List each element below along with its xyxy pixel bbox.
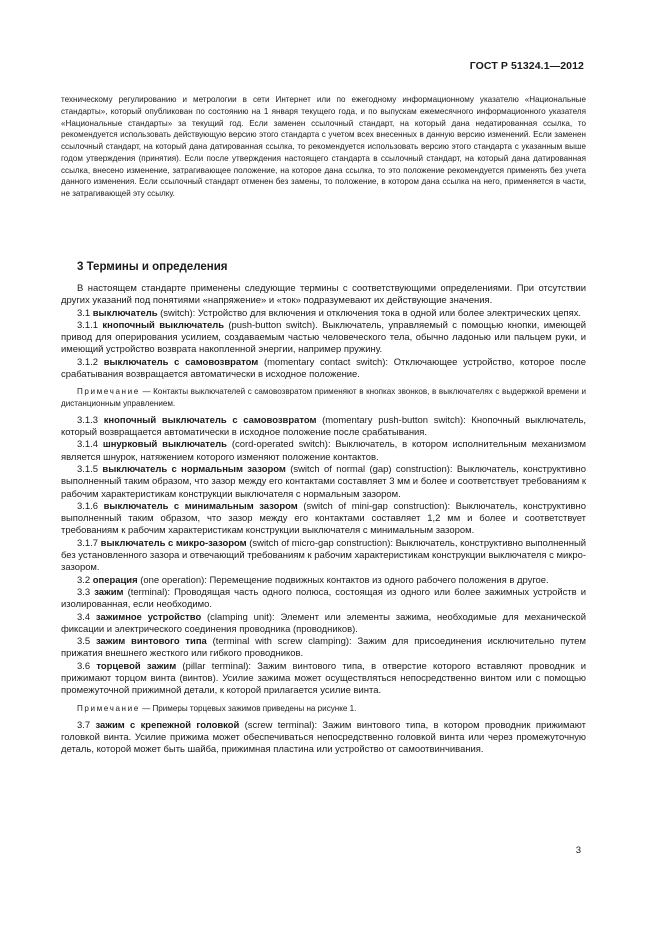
term-name: зажимное устройство [95, 611, 202, 623]
note-2: Примечание — Примеры торцевых зажимов приведены на рисунке 1. [77, 703, 357, 713]
section-body [61, 283, 586, 757]
paragraph-intro: В настоящем стандарте применены следующие термины с соответствующими определениями. При отсутствии других указаний под понятиями «напряжение» и «ток» подразумевают их действующие значения. [61, 283, 586, 307]
term-3-1: 3.1 выключатель (switch): Устройство для включения и отключения тока в одной или более электрических цепях. [77, 307, 582, 319]
term-3-1-2: 3.1.2 выключатель с самовозвратом (momentary contact switch): Отключающее устройство, которое после срабатывания возвращается автоматически в исходное положение. [61, 356, 586, 381]
term-name: торцевой зажим [96, 660, 177, 672]
term-3-2: 3.2 операция (one operation): Перемещение подвижных контактов из одного рабочего положения в другое. [77, 574, 549, 586]
page-number: 3 [575, 845, 581, 856]
term-name: кнопочный выключатель с самовозвратом [103, 414, 317, 426]
document-header: ГОСТ Р 51324.1—2012 [469, 60, 584, 72]
note-1: Примечание — Контакты выключателей с самовозвратом применяют в кнопках звонков, в выключателях с выдержкой времени и дистанционным управлением. [61, 387, 586, 408]
intro-paragraph: техническому регулированию и метрологии в сети Интернет или по ежегодному информационному указателю «Национальные стандарты», который опубликован по состоянию на 1 января текущего года, и по выпускам ежемесячного информационного указателя «Национальные стандарты» за текущий год. Если заменен ссылочный стандарт, на который дана недатированная ссылка, то рекомендуется использовать действующую версию этого стандарта с учетом всех внесенных в данную версию изменений. Если заменен ссылочный стандарт, на который дана датированная ссылка, то рекомендуется использовать версию этого стандарта с указанным выше годом утверждения (принятия). Если после утверждения настоящего стандарта в ссылочный стандарт, на который дана датированная ссылка, внесено изменение, затрагивающее положение, на которое дана ссылка, то это положение рекомендуется применять без учета данного изменения. Если ссылочный стандарт отменен без замены, то положение, в котором дана ссылка на него, применяется в части, не затрагивающей эту ссылку. [61, 95, 586, 198]
term-name: выключатель с минимальным зазором [103, 500, 298, 512]
term-name: шнурковый выключатель [102, 439, 227, 451]
term-3-4: 3.4 зажимное устройство (clamping unit): Элемент или элементы зажима, необходимые для механической фиксации и электрического соединения проводника (проводников). [61, 611, 586, 635]
term-name: операция [92, 574, 138, 586]
note-label: Примечание [77, 387, 140, 397]
term-name: кнопочный выключатель [102, 319, 225, 331]
term-3-5: 3.5 зажим винтового типа (terminal with screw clamping): Зажим для присоединения исключительно путем прижатия внешнего жесткого или гибкого проводников. [61, 636, 586, 660]
term-name: выключатель с микро-зазором [100, 537, 247, 549]
term-name: выключатель [92, 307, 158, 319]
term-3-1-4: 3.1.4 шнурковый выключатель (cord-operated switch): Выключатель, в котором исполнительным механизмом является шнурок, натяжением которого изменяют положение контактов. [61, 439, 586, 463]
term-name: зажим винтового типа [95, 636, 207, 648]
section-title: 3 Термины и определения [77, 261, 228, 273]
term-3-1-1: 3.1.1 кнопочный выключатель (push-button switch). Выключатель, управляемый с помощью кнопки, имеющей привод для оперирования усилием, создаваемым частью человеческого тела, обычно ладонью или пальцем руки, и имеющий устройство возврата накопленной энергии, например пружину. [61, 319, 586, 356]
term-3-7: 3.7 зажим с крепежной головкой (screw terminal): Зажим винтового типа, в котором проводник прижимают головкой винта. Усилие прижима может обеспечиваться непосредственно головкой винта или через промежуточную деталь, которой может быть шайба, прижимная пластина или устройство от самоотвинчивания. [61, 719, 586, 756]
term-3-1-3: 3.1.3 кнопочный выключатель с самовозвратом (momentary push-button switch): Кнопочный выключатель, который возвращается автоматически в исходное положение после срабатывания. [61, 414, 586, 439]
term-3-3: 3.3 зажим (terminal): Проводящая часть одного полюса, состоящая из одного или более зажимных устройств и изолированная, если необходимо. [61, 586, 586, 611]
term-3-1-6: 3.1.6 выключатель с минимальным зазором (switch of mini-gap construction): Выключатель, конструктивно выполненный таким образом, что зазор между его контактами составляет 1,2 мм и более и соответствует требованиям к рабочим характеристикам конструкции выключателя с минимальным зазором. [61, 500, 586, 537]
term-name: зажим [94, 586, 124, 598]
term-3-6: 3.6 торцевой зажим (pillar terminal): Зажим винтового типа, в отверстие которого вставляют проводник и прижимают торцом винта (винтов). Усилие зажима может осуществляться непосредственно винтом или с помощью промежуточной прижимной детали, к которой прилагается усилие винта. [61, 660, 586, 697]
term-3-1-5: 3.1.5 выключатель с нормальным зазором (switch of normal (gap) construction): Выключатель, конструктивно выполненный таким образом, что зазор между его контактами составляет 3 мм и более и соответствует требованиям к рабочим характеристикам конструкции выключателя с нормальным зазором. [61, 463, 587, 500]
term-name: зажим с крепежной головкой [95, 719, 240, 731]
term-3-1-7: 3.1.7 выключатель с микро-зазором (switch of micro-gap construction): Выключатель, конструктивно выполненный без установленного зазора и отвечающий требованиям к рабочим характеристикам конструкции выключателя с микро-зазором. [61, 537, 587, 574]
term-name: выключатель с самовозвратом [103, 356, 259, 368]
note-label: Примечание [77, 703, 140, 713]
term-name: выключатель с нормальным зазором [102, 463, 286, 475]
